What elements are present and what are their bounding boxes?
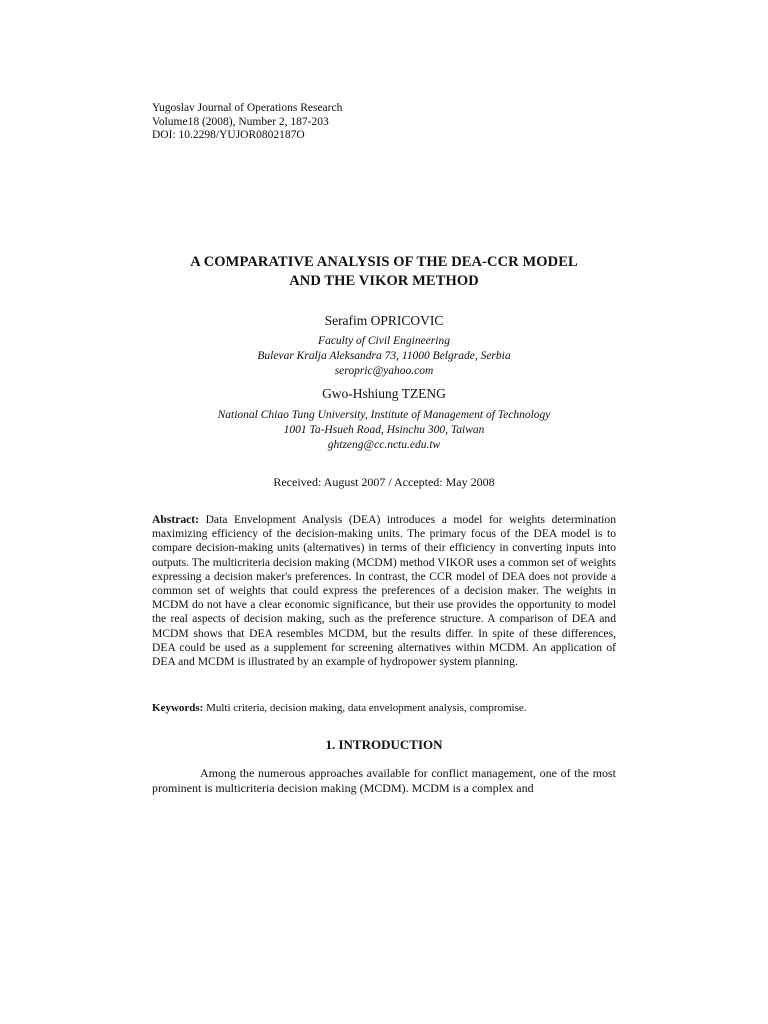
abstract <box>152 513 616 669</box>
keywords-text: Multi criteria, decision making, data envelopment analysis, compromise. <box>206 702 527 714</box>
journal-header <box>152 102 342 143</box>
author-1-name: Serafim OPRICOVIC <box>324 313 444 328</box>
author-2-institution: National Chiao Tung University, Institute of Management of Technology <box>217 409 551 421</box>
author-2-name: Gwo-Hshiung TZENG <box>322 386 446 401</box>
journal-volume: Volume18 (2008), Number 2, 187-203 <box>152 115 329 128</box>
keywords <box>152 701 622 715</box>
author-1-affiliation <box>100 334 668 379</box>
received-accepted-dates: Received: August 2007 / Accepted: May 2008 <box>273 475 495 489</box>
keywords-label: Keywords: <box>152 702 204 714</box>
author-1-address: Bulevar Kralja Aleksandra 73, 11000 Belgrade, Serbia <box>257 350 511 362</box>
paper-title <box>140 253 628 291</box>
author-2-email: ghtzeng@cc.nctu.edu.tw <box>327 439 441 451</box>
abstract-label: Abstract: <box>152 513 200 526</box>
introduction-paragraph: Among the numerous approaches available for conflict management, one of the most prominent is multicriteria decision making (MCDM). MCDM is a complex and <box>152 766 616 795</box>
author-1-email: seropric@yahoo.com <box>334 365 434 377</box>
section-heading: 1. INTRODUCTION <box>325 737 443 752</box>
author-2-affiliation <box>100 408 668 453</box>
title-line-1: A COMPARATIVE ANALYSIS OF THE DEA-CCR MODEL <box>190 254 578 270</box>
journal-doi: DOI: 10.2298/YUJOR0802187O <box>152 129 305 141</box>
title-line-2: AND THE VIKOR METHOD <box>289 273 479 289</box>
journal-name: Yugoslav Journal of Operations Research <box>152 102 343 114</box>
abstract-text: Data Envelopment Analysis (DEA) introduces a model for weights determination maximizing efficiency of the decision-making units. The primary focus of the DEA model is to compare decision-making units (alternatives) in terms of their efficiency in converting inputs into outputs. The multicriteria decision making (MCDM) method VIKOR uses a common set of weights expressing a decision maker's preferences. In contrast, the CCR model of DEA does not provide a common set of weights that could express the preferences of a decision maker. The weights in MCDM do not have a clear economic significance, but their use provides the opportunity to model the real aspects of decision making, such as the preference structure. A comparison of DEA and MCDM shows that DEA resembles MCDM, but the results differ. In spite of these differences, DEA could be used as a supplement for screening alternatives within MCDM. An application of DEA and MCDM is illustrated by an example of hydropower system planning. <box>152 513 616 669</box>
author-1-faculty: Faculty of Civil Engineering <box>318 335 450 347</box>
author-2-address: 1001 Ta-Hsueh Road, Hsinchu 300, Taiwan <box>283 424 485 436</box>
